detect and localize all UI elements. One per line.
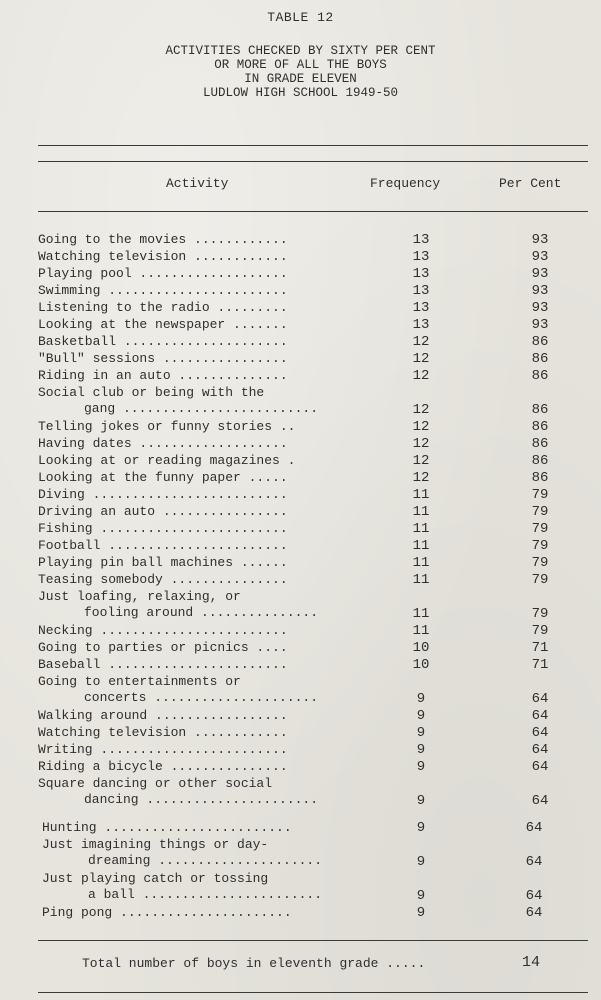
activity-line: Watching television ............ xyxy=(38,249,288,264)
percent-cell: 79 xyxy=(531,555,549,571)
activity-cell xyxy=(38,674,368,706)
frequency-cell: 11 xyxy=(412,572,430,588)
frequency-cell: 13 xyxy=(412,266,430,282)
frequency-cell: 9 xyxy=(416,691,426,707)
table-row xyxy=(0,623,601,640)
percent-cell: 64 xyxy=(525,854,543,870)
activity-cell xyxy=(38,555,368,571)
frequency-cell: 9 xyxy=(416,759,426,775)
table-row xyxy=(0,453,601,470)
activity-line: Driving an auto ................ xyxy=(38,504,288,519)
table-row xyxy=(0,334,601,351)
activity-cell xyxy=(38,317,368,333)
activity-line: Watching television ............ xyxy=(38,725,288,740)
activity-cell xyxy=(38,504,368,520)
percent-cell: 93 xyxy=(531,232,549,248)
percent-cell: 86 xyxy=(531,402,549,418)
frequency-cell: 9 xyxy=(416,725,426,741)
activity-line: Going to parties or picnics .... xyxy=(38,640,288,655)
activity-line: a ball ....................... xyxy=(88,887,323,902)
table-row xyxy=(0,640,601,657)
activity-line: Looking at or reading magazines . xyxy=(38,453,296,468)
frequency-cell: 11 xyxy=(412,606,430,622)
top-rule-upper xyxy=(38,145,588,146)
frequency-cell: 11 xyxy=(412,538,430,554)
activity-cell xyxy=(38,708,368,724)
frequency-cell: 13 xyxy=(412,317,430,333)
activity-line: Baseball ....................... xyxy=(38,657,288,672)
activity-cell xyxy=(38,657,368,673)
table-row xyxy=(0,657,601,674)
table-row xyxy=(0,385,601,419)
table-row xyxy=(0,742,601,759)
percent-cell: 93 xyxy=(531,317,549,333)
activity-line: Telling jokes or funny stories .. xyxy=(38,419,296,434)
frequency-cell: 9 xyxy=(416,854,426,870)
table-row xyxy=(0,419,601,436)
title-line-2: OR MORE OF ALL THE BOYS xyxy=(214,58,387,72)
frequency-cell: 12 xyxy=(412,334,430,350)
activity-cell xyxy=(38,419,368,435)
table-row xyxy=(0,572,601,589)
activity-line: Fishing ........................ xyxy=(38,521,288,536)
percent-cell: 64 xyxy=(525,905,543,921)
activity-line: Just playing catch or tossing xyxy=(42,871,269,886)
percent-cell: 79 xyxy=(531,623,549,639)
frequency-cell: 9 xyxy=(416,820,426,836)
percent-cell: 86 xyxy=(531,334,549,350)
frequency-cell: 11 xyxy=(412,487,430,503)
activity-cell xyxy=(38,453,368,469)
percent-cell: 79 xyxy=(531,504,549,520)
frequency-cell: 10 xyxy=(412,657,430,673)
percent-cell: 79 xyxy=(531,572,549,588)
frequency-cell: 9 xyxy=(416,742,426,758)
table-row xyxy=(0,249,601,266)
activity-line: Just loafing, relaxing, or xyxy=(38,589,241,604)
frequency-cell: 9 xyxy=(416,708,426,724)
frequency-cell: 12 xyxy=(412,436,430,452)
table-row xyxy=(0,725,601,742)
header-rule xyxy=(38,211,588,212)
percent-cell: 86 xyxy=(531,368,549,384)
activity-cell xyxy=(42,871,372,903)
percent-cell: 86 xyxy=(531,453,549,469)
table-row xyxy=(0,820,601,837)
activity-line: Hunting ........................ xyxy=(42,820,292,835)
activity-cell xyxy=(38,368,368,384)
frequency-cell: 9 xyxy=(416,905,426,921)
activity-cell xyxy=(42,905,372,921)
percent-cell: 71 xyxy=(531,640,549,656)
activity-cell xyxy=(38,742,368,758)
activity-line: Listening to the radio ......... xyxy=(38,300,288,315)
percent-cell: 79 xyxy=(531,606,549,622)
bottom-rule-lower xyxy=(38,992,588,993)
frequency-cell: 9 xyxy=(416,793,426,809)
activity-cell xyxy=(38,572,368,588)
frequency-cell: 13 xyxy=(412,283,430,299)
activity-cell xyxy=(38,759,368,775)
activity-cell xyxy=(38,385,368,417)
percent-cell: 86 xyxy=(531,436,549,452)
table-row xyxy=(0,470,601,487)
table-row xyxy=(0,368,601,385)
table-row xyxy=(0,232,601,249)
table-body xyxy=(0,232,601,922)
table-row xyxy=(0,317,601,334)
percent-cell: 64 xyxy=(531,759,549,775)
activity-line: Having dates ................... xyxy=(38,436,288,451)
activity-line: fooling around ............... xyxy=(84,605,319,620)
percent-cell: 64 xyxy=(531,725,549,741)
percent-cell: 93 xyxy=(531,300,549,316)
activity-cell xyxy=(38,436,368,452)
table-row xyxy=(0,776,601,810)
frequency-cell: 13 xyxy=(412,232,430,248)
percent-cell: 93 xyxy=(531,266,549,282)
percent-cell: 64 xyxy=(531,691,549,707)
percent-cell: 64 xyxy=(531,793,549,809)
activity-cell xyxy=(38,283,368,299)
percent-cell: 86 xyxy=(531,351,549,367)
activity-line: Playing pin ball machines ...... xyxy=(38,555,288,570)
activity-cell xyxy=(38,266,368,282)
activity-cell xyxy=(38,487,368,503)
group-gap xyxy=(0,810,601,820)
table-row xyxy=(0,871,601,905)
title-line-4: LUDLOW HIGH SCHOOL 1949-50 xyxy=(202,86,399,100)
frequency-cell: 12 xyxy=(412,402,430,418)
frequency-cell: 12 xyxy=(412,453,430,469)
table-row xyxy=(0,436,601,453)
frequency-cell: 12 xyxy=(412,351,430,367)
activity-cell xyxy=(38,776,368,808)
table-row xyxy=(0,521,601,538)
title-line-1: ACTIVITIES CHECKED BY SIXTY PER CENT xyxy=(165,44,436,58)
frequency-cell: 10 xyxy=(412,640,430,656)
activity-cell xyxy=(38,725,368,741)
activity-line: concerts ..................... xyxy=(84,690,319,705)
activity-cell xyxy=(38,351,368,367)
activity-line: Football ....................... xyxy=(38,538,288,553)
table-row xyxy=(0,674,601,708)
table-row xyxy=(0,487,601,504)
total-value: 14 xyxy=(522,954,541,971)
percent-cell: 79 xyxy=(531,538,549,554)
percent-cell: 64 xyxy=(525,820,543,836)
activity-line: dancing ...................... xyxy=(84,792,319,807)
bottom-rule-upper xyxy=(38,940,588,941)
title-line-3: IN GRADE ELEVEN xyxy=(244,72,357,86)
percent-cell: 86 xyxy=(531,470,549,486)
percent-cell: 93 xyxy=(531,283,549,299)
table-title xyxy=(0,44,601,100)
frequency-cell: 12 xyxy=(412,419,430,435)
activity-cell xyxy=(38,521,368,537)
activity-line: Diving ......................... xyxy=(38,487,288,502)
percent-cell: 93 xyxy=(531,249,549,265)
frequency-cell: 13 xyxy=(412,249,430,265)
header-percent: Per Cent xyxy=(499,176,562,191)
activity-cell xyxy=(38,334,368,350)
table-row xyxy=(0,759,601,776)
activity-line: Basketball ..................... xyxy=(38,334,288,349)
activity-line: Riding a bicycle ............... xyxy=(38,759,288,774)
frequency-cell: 11 xyxy=(412,521,430,537)
frequency-cell: 12 xyxy=(412,368,430,384)
activity-line: Looking at the newspaper ....... xyxy=(38,317,288,332)
activity-cell xyxy=(42,837,372,869)
activity-cell xyxy=(38,589,368,621)
activity-cell xyxy=(38,249,368,265)
activity-line: "Bull" sessions ................ xyxy=(38,351,288,366)
percent-cell: 86 xyxy=(531,419,549,435)
percent-cell: 79 xyxy=(531,521,549,537)
header-activity: Activity xyxy=(166,176,229,191)
percent-cell: 79 xyxy=(531,487,549,503)
table-row xyxy=(0,283,601,300)
frequency-cell: 11 xyxy=(412,623,430,639)
table-row xyxy=(0,837,601,871)
frequency-cell: 11 xyxy=(412,555,430,571)
table-label: TABLE 12 xyxy=(267,10,334,25)
header-frequency: Frequency xyxy=(370,176,441,191)
frequency-cell: 9 xyxy=(416,888,426,904)
activity-cell xyxy=(38,232,368,248)
activity-cell xyxy=(38,470,368,486)
total-row xyxy=(82,954,541,971)
table-row xyxy=(0,351,601,368)
activity-cell xyxy=(38,538,368,554)
activity-line: Going to the movies ............ xyxy=(38,232,288,247)
percent-cell: 71 xyxy=(531,657,549,673)
percent-cell: 64 xyxy=(531,708,549,724)
total-label: Total number of boys in eleventh grade ..... xyxy=(82,956,426,971)
activity-line: dreaming ..................... xyxy=(88,853,323,868)
percent-cell: 64 xyxy=(525,888,543,904)
activity-line: gang ......................... xyxy=(84,401,319,416)
activity-line: Writing ........................ xyxy=(38,742,288,757)
activity-line: Swimming ....................... xyxy=(38,283,288,298)
frequency-cell: 12 xyxy=(412,470,430,486)
table-row xyxy=(0,555,601,572)
top-rule-lower xyxy=(38,161,588,162)
activity-line: Riding in an auto .............. xyxy=(38,368,288,383)
table-row xyxy=(0,905,601,922)
percent-cell: 64 xyxy=(531,742,549,758)
table-row xyxy=(0,589,601,623)
activity-cell xyxy=(42,820,372,836)
table-row xyxy=(0,708,601,725)
activity-line: Looking at the funny paper ..... xyxy=(38,470,288,485)
activity-cell xyxy=(38,640,368,656)
activity-cell xyxy=(38,623,368,639)
activity-line: Square dancing or other social xyxy=(38,776,273,791)
activity-line: Playing pool ................... xyxy=(38,266,288,281)
activity-line: Necking ........................ xyxy=(38,623,288,638)
activity-line: Ping pong ...................... xyxy=(42,905,292,920)
frequency-cell: 11 xyxy=(412,504,430,520)
activity-line: Just imagining things or day- xyxy=(42,837,269,852)
activity-line: Going to entertainments or xyxy=(38,674,241,689)
activity-cell xyxy=(38,300,368,316)
activity-line: Social club or being with the xyxy=(38,385,265,400)
activity-line: Walking around ................. xyxy=(38,708,288,723)
activity-line: Teasing somebody ............... xyxy=(38,572,288,587)
table-row xyxy=(0,538,601,555)
frequency-cell: 13 xyxy=(412,300,430,316)
table-row xyxy=(0,504,601,521)
table-row xyxy=(0,266,601,283)
table-row xyxy=(0,300,601,317)
